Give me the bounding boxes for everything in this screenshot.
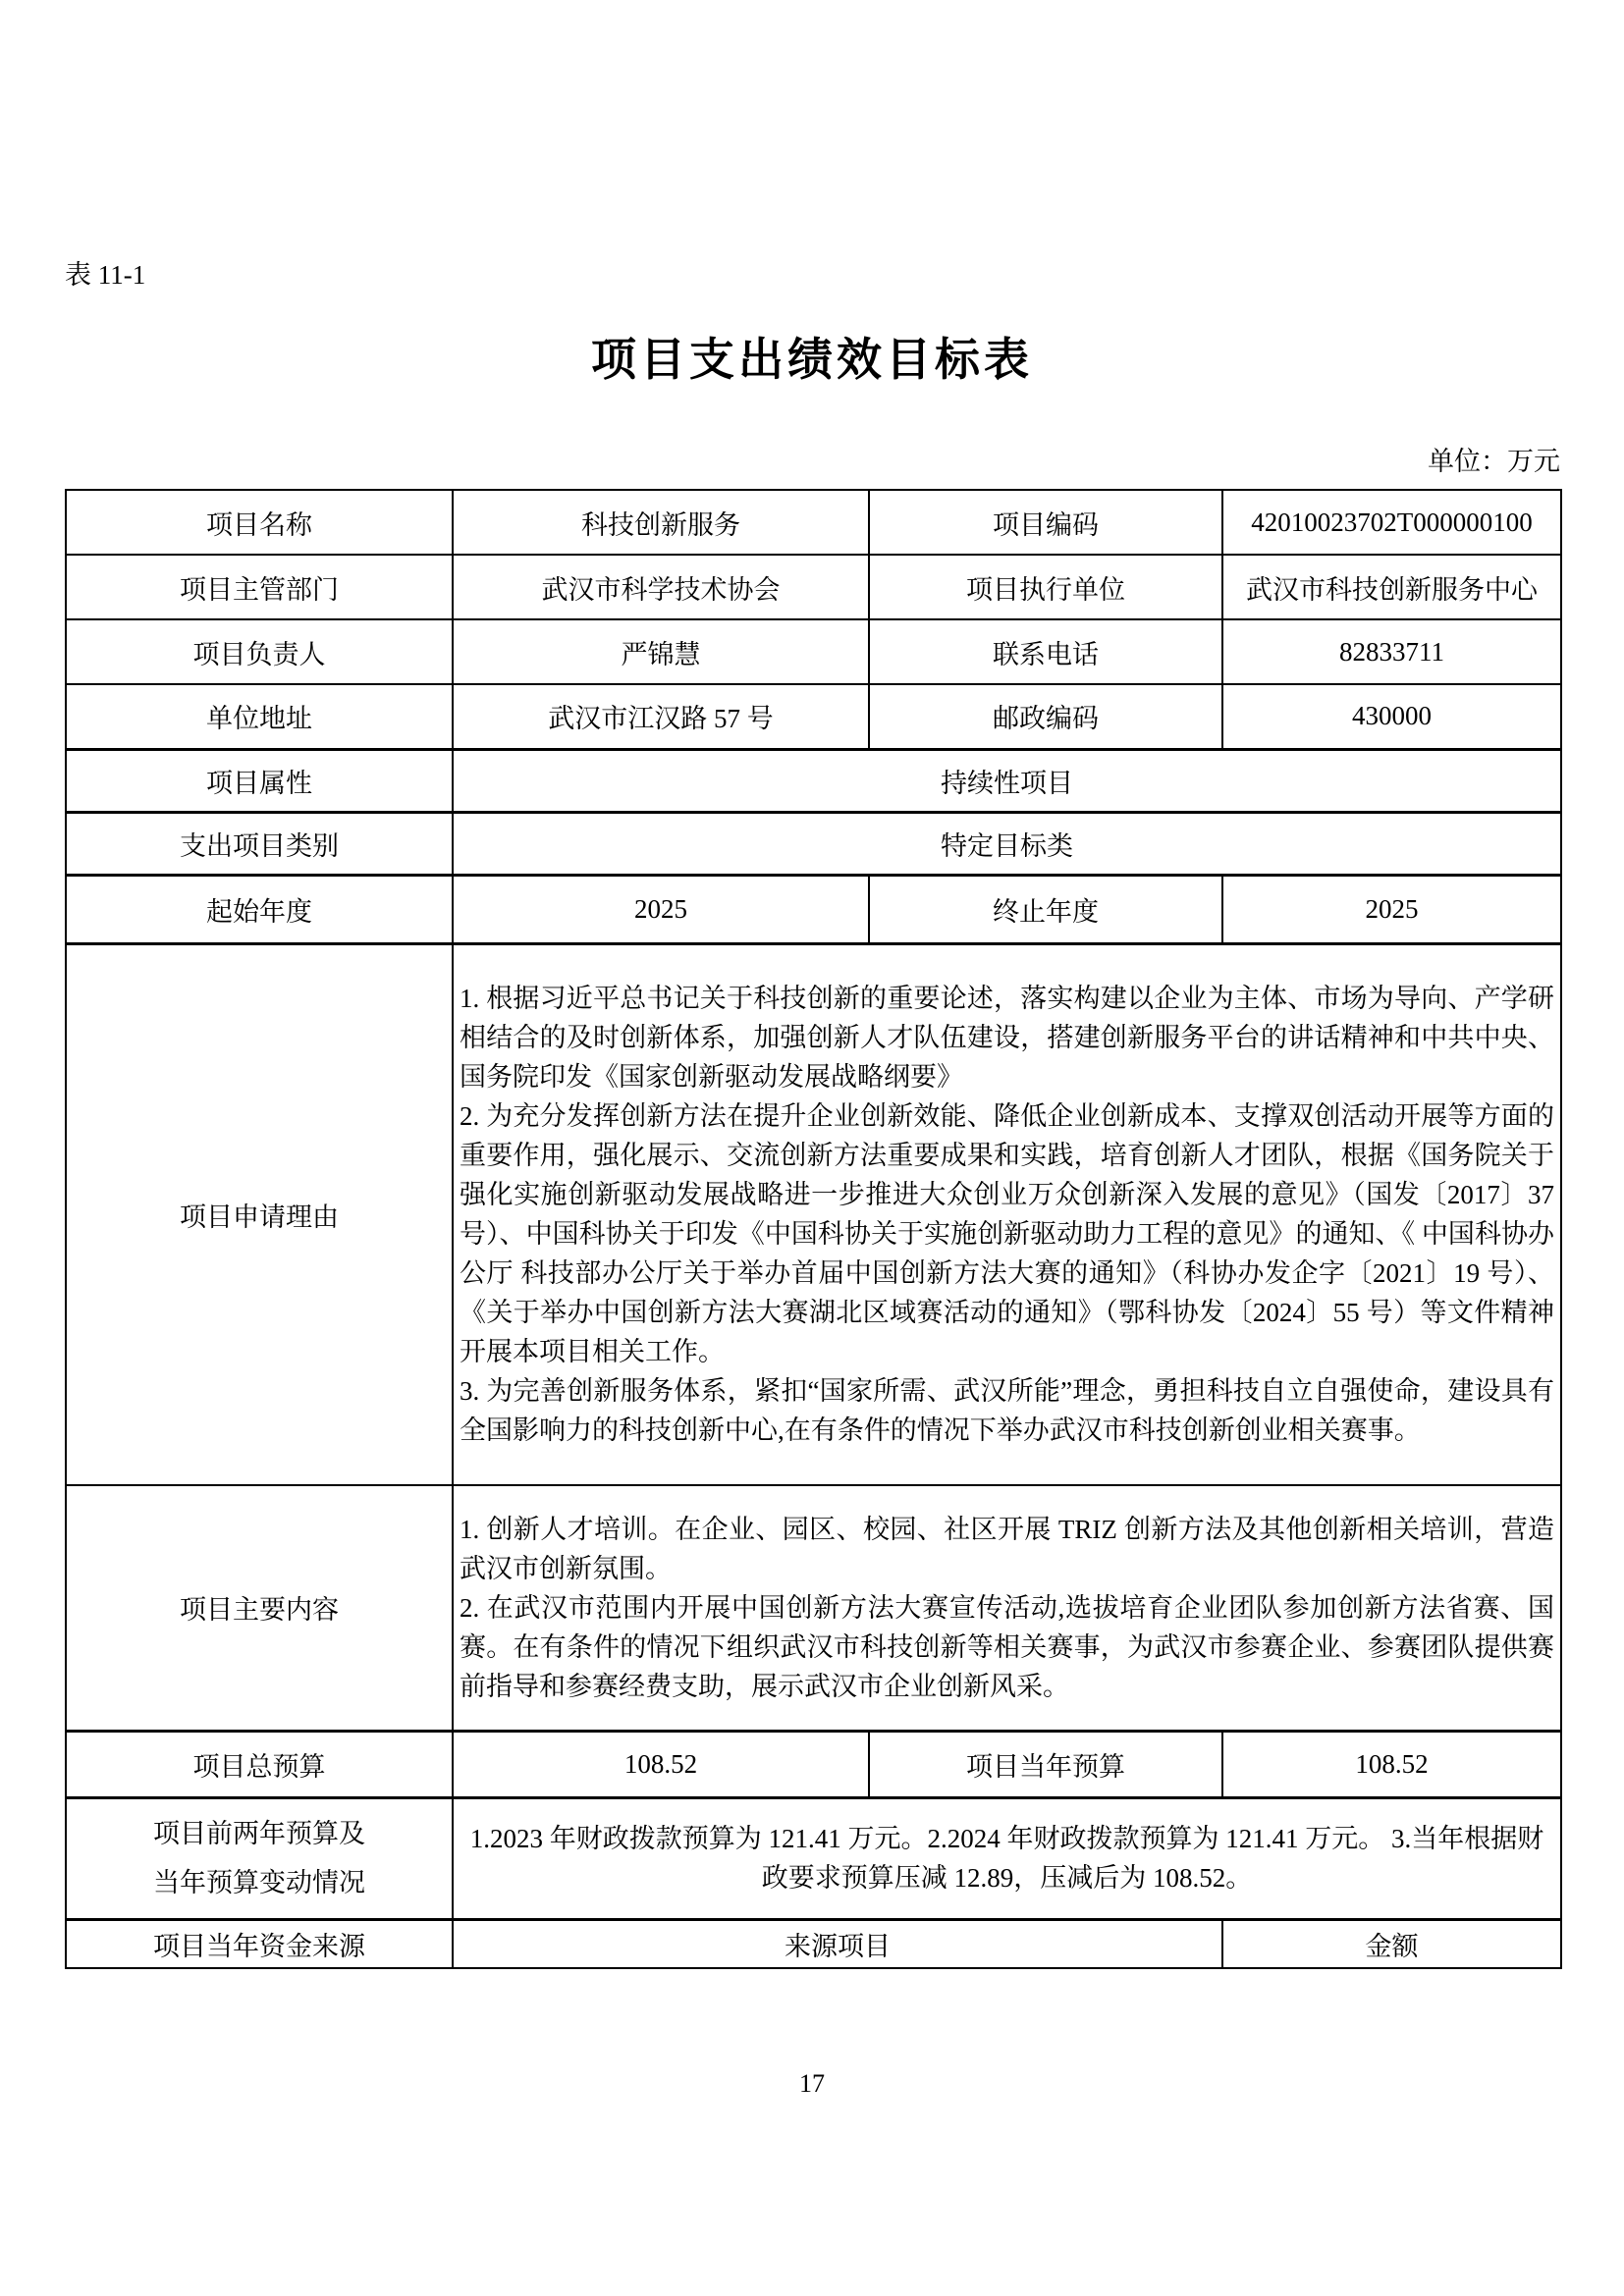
main-content-p2: 2. 在武汉市范围内开展中国创新方法大赛宣传活动,选拔培育企业团队参加创新方法省赛、国赛。在有条件的情况下组织武汉市科技创新等相关赛事，为武汉市参赛企业、参赛团队提供赛前指导和参赛经费支助，展示武汉市企业创新风采。 [460, 1592, 1554, 1701]
page-title: 项目支出绩效目标表 [591, 335, 1033, 385]
application-reason-label: 项目申请理由 [66, 943, 453, 1485]
performance-target-table [65, 489, 1562, 1969]
unit-address-label: 单位地址 [66, 684, 453, 749]
project-leader-value: 严锦慧 [453, 619, 869, 684]
prev-budget-label-line2: 当年预算变动情况 [153, 1868, 365, 1897]
main-content-label: 项目主要内容 [66, 1485, 453, 1731]
row-prev-budget [66, 1797, 1561, 1919]
funding-source-header: 来源项目 [453, 1919, 1222, 1968]
row-main-content [66, 1485, 1561, 1731]
prev-budget-label-line1: 项目前两年预算及 [153, 1819, 365, 1848]
application-reason-p1: 1. 根据习近平总书记关于科技创新的重要论述，落实构建以企业为主体、市场为导向、产学研相结合的及时创新体系，加强创新人才队伍建设，搭建创新服务平台的讲话精神和中共中央、国务院印发《国家创新驱动发展战略纲要》 [460, 984, 1554, 1093]
start-year-label: 起始年度 [66, 875, 453, 943]
unit-note: 单位：万元 [1428, 447, 1560, 476]
start-year-value: 2025 [453, 875, 869, 943]
total-budget-value: 108.52 [453, 1731, 869, 1797]
contact-phone-value: 82833711 [1222, 619, 1561, 684]
row-project-leader [66, 619, 1561, 684]
expense-category-label: 支出项目类别 [66, 812, 453, 875]
end-year-label: 终止年度 [869, 875, 1222, 943]
supervisor-dept-label: 项目主管部门 [66, 555, 453, 619]
project-attribute-label: 项目属性 [66, 749, 453, 812]
project-name-label: 项目名称 [66, 490, 453, 555]
row-project-name [66, 490, 1561, 555]
total-budget-label: 项目总预算 [66, 1731, 453, 1797]
application-reason-text [453, 943, 1561, 1485]
row-application-reason [66, 943, 1561, 1485]
prev-budget-value: 1.2023 年财政拨款预算为 121.41 万元。2.2024 年财政拨款预算为 121.41 万元。 3.当年根据财政要求预算压减 12.89，压减后为 108.52。 [453, 1797, 1561, 1919]
application-reason-p2: 2. 为充分发挥创新方法在提升企业创新效能、降低企业创新成本、支撑双创活动开展等方面的重要作用，强化展示、交流创新方法重要成果和实践，培育创新人才团队，根据《国务院关于强化实施创新驱动发展战略进一步推进大众创业万众创新深入发展的意见》（国发〔2017〕37 号）、中国科协关于印发《中国科协关于实施创新驱动助力工程的意见》的通知、《 中国科协办公厅 科技部办公厅关于举办首届中国创新方法大赛的通知》（科协办发企字〔2021〕19 号）、《关于举办中国创新方法大赛湖北区域赛活动的通知》（鄂科协发〔2024〕55 号）等文件精神开展本项目相关工作。 [460, 1101, 1554, 1367]
unit-address-value: 武汉市江汉路 57 号 [453, 684, 869, 749]
row-funding-source [66, 1919, 1561, 1968]
current-year-budget-value: 108.52 [1222, 1731, 1561, 1797]
project-code-value: 42010023702T000000100 [1222, 490, 1561, 555]
page-number: 17 [799, 2069, 825, 2098]
funding-amount-header: 金额 [1222, 1919, 1561, 1968]
project-code-label: 项目编码 [869, 490, 1222, 555]
executing-unit-label: 项目执行单位 [869, 555, 1222, 619]
executing-unit-value: 武汉市科技创新服务中心 [1222, 555, 1561, 619]
prev-budget-label [66, 1797, 453, 1919]
row-expense-category [66, 812, 1561, 875]
row-unit-address [66, 684, 1561, 749]
row-years [66, 875, 1561, 943]
expense-category-value: 特定目标类 [453, 812, 1561, 875]
row-project-attribute [66, 749, 1561, 812]
supervisor-dept-value: 武汉市科学技术协会 [453, 555, 869, 619]
end-year-value: 2025 [1222, 875, 1561, 943]
application-reason-p3: 3. 为完善创新服务体系，紧扣“国家所需、武汉所能”理念，勇担科技自立自强使命，建设具有全国影响力的科技创新中心,在有条件的情况下举办武汉市科技创新创业相关赛事。 [460, 1376, 1554, 1446]
postal-code-label: 邮政编码 [869, 684, 1222, 749]
main-content-text [453, 1485, 1561, 1731]
contact-phone-label: 联系电话 [869, 619, 1222, 684]
project-attribute-value: 持续性项目 [453, 749, 1561, 812]
row-supervisor-dept [66, 555, 1561, 619]
postal-code-value: 430000 [1222, 684, 1561, 749]
funding-source-label: 项目当年资金来源 [66, 1919, 453, 1968]
current-year-budget-label: 项目当年预算 [869, 1731, 1222, 1797]
main-content-p1: 1. 创新人才培训。在企业、园区、校园、社区开展 TRIZ 创新方法及其他创新相关培训，营造武汉市创新氛围。 [460, 1514, 1554, 1583]
row-budget [66, 1731, 1561, 1797]
project-name-value: 科技创新服务 [453, 490, 869, 555]
project-leader-label: 项目负责人 [66, 619, 453, 684]
table-number-label: 表 11-1 [65, 260, 146, 290]
